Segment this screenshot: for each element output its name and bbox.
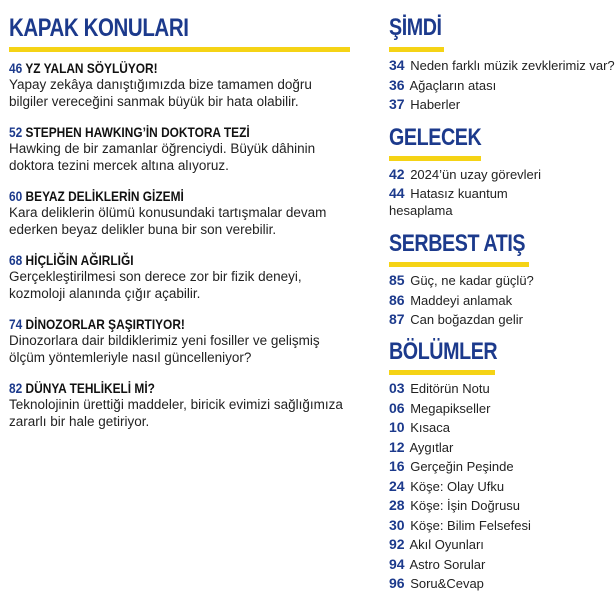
item-label: Güç, ne kadar güçlü? — [410, 273, 534, 288]
item-label: Köşe: İşin Doğrusu — [410, 498, 521, 513]
item-label: Soru&Cevap — [410, 576, 484, 591]
list-item[interactable] — [389, 457, 568, 477]
simdi-title: ŞİMDİ — [389, 14, 442, 41]
list-item[interactable] — [389, 535, 568, 555]
page-number: 30 — [389, 516, 405, 533]
page-number: 44 — [389, 184, 405, 201]
item-label: Haberler — [410, 97, 461, 112]
page-number: 86 — [389, 291, 405, 308]
article-heading[interactable] — [9, 124, 302, 141]
article-heading[interactable] — [9, 60, 302, 77]
article-item[interactable] — [9, 124, 354, 174]
page-number: 03 — [389, 380, 405, 396]
list-item[interactable] — [389, 516, 568, 536]
bolumler-title: BÖLÜMLER — [389, 338, 498, 365]
gelecek-title: GELECEK — [389, 124, 482, 151]
article-item[interactable] — [9, 316, 354, 366]
article-summary: Kara deliklerin ölümü konusundaki tartışmalar devam ederken beyaz delikler buna bir son verebilir. — [9, 205, 327, 237]
article-summary: Hawking de bir zamanlar öğrenciydi. Büyük dâhinin doktora tezini mercek altına alıyoruz. — [9, 141, 316, 173]
item-label: Köşe: Olay Ufku — [410, 478, 505, 494]
list-item[interactable] — [389, 574, 568, 594]
item-label: Kısaca — [410, 420, 450, 435]
page-number: 60 — [9, 188, 23, 204]
item-label: Akıl Oyunları — [409, 537, 484, 552]
list-item[interactable] — [389, 418, 568, 438]
list-item[interactable] — [389, 185, 549, 219]
item-label: Astro Sorular — [409, 556, 486, 572]
list-item[interactable] — [389, 95, 568, 115]
page-number: 52 — [9, 124, 23, 140]
page-number: 24 — [389, 477, 405, 494]
list-item[interactable] — [389, 496, 568, 516]
page-number: 96 — [389, 575, 405, 591]
page-number: 82 — [9, 380, 23, 396]
item-label: Hatasız kuantum hesaplama — [389, 185, 508, 218]
item-label: Gerçeğin Peşinde — [410, 459, 514, 474]
article-heading[interactable] — [9, 188, 302, 205]
list-item[interactable] — [389, 399, 568, 419]
article-summary: Teknolojinin ürettiği maddeler, biricik evimizi sağlığımıza zararlı bir hale getiriyor. — [9, 397, 343, 429]
page-number: 68 — [9, 252, 23, 268]
page-number: 06 — [389, 399, 405, 416]
list-item[interactable] — [389, 555, 568, 575]
list-item[interactable] — [389, 310, 568, 330]
list-item[interactable] — [389, 438, 568, 458]
page-number: 92 — [389, 536, 405, 552]
article-summary: Yapay zekâya danıştığımızda bize tamamen doğru bilgiler vereceğini sanmak büyük bir hata olabilir. — [9, 77, 312, 109]
article-summary: Gerçekleştirilmesi son derece zor bir fizik deneyi, kozmoloji alanında çığır açabilir. — [9, 269, 302, 301]
gelecek-section — [389, 124, 568, 219]
item-label: Megapikseller — [410, 400, 491, 416]
article-item[interactable] — [9, 188, 354, 238]
cover-topics-column — [9, 14, 354, 430]
list-item[interactable] — [389, 379, 568, 399]
serbest-atis-title: SERBEST ATIŞ — [389, 230, 526, 257]
article-title: DİNOZORLAR ŞAŞIRTIYOR! — [25, 316, 185, 332]
page-number: 85 — [389, 272, 405, 288]
page-number: 28 — [389, 497, 405, 513]
article-title: BEYAZ DELİKLERİN GİZEMİ — [25, 188, 184, 204]
page-number: 46 — [9, 60, 23, 76]
article-heading[interactable] — [9, 252, 302, 269]
cover-topics-title: KAPAK KONULARI — [9, 14, 189, 42]
item-label: Maddeyi anlamak — [410, 292, 513, 308]
list-item[interactable] — [389, 291, 568, 311]
article-title: STEPHEN HAWKING’İN DOKTORA TEZİ — [25, 124, 250, 140]
article-summary: Dinozorlara dair bildiklerimiz yeni fosiller ve gelişmiş ölçüm yöntemleriyle nasıl güncelleniyor? — [9, 333, 320, 365]
page-number: 87 — [389, 311, 405, 327]
page-number: 34 — [389, 57, 405, 73]
title-underline — [389, 370, 495, 375]
page-number: 16 — [389, 458, 405, 474]
page-number: 36 — [389, 76, 405, 93]
item-label: 2024’ün uzay görevleri — [410, 167, 542, 182]
article-heading[interactable] — [9, 380, 302, 397]
title-underline — [389, 262, 529, 267]
article-item[interactable] — [9, 380, 354, 430]
item-label: Köşe: Bilim Felsefesi — [410, 517, 531, 533]
page-number: 37 — [389, 96, 405, 112]
item-label: Aygıtlar — [409, 439, 454, 455]
list-item[interactable] — [389, 271, 568, 291]
article-title: DÜNYA TEHLİKELİ Mİ? — [25, 380, 155, 396]
item-label: Neden farklı müzik zevklerimiz var? — [410, 58, 615, 73]
serbest-atis-section — [389, 230, 568, 330]
page-number: 94 — [389, 555, 405, 572]
article-title: YZ YALAN SÖYLÜYOR! — [25, 60, 158, 76]
page-number: 74 — [9, 316, 23, 332]
bolumler-section — [389, 338, 568, 594]
title-underline — [389, 47, 444, 52]
title-underline — [9, 47, 350, 52]
page-number: 10 — [389, 419, 405, 435]
page-number: 42 — [389, 166, 405, 182]
article-item[interactable] — [9, 60, 354, 110]
item-label: Ağaçların atası — [409, 77, 497, 93]
simdi-section — [389, 14, 615, 115]
page-number: 12 — [389, 438, 405, 455]
item-label: Editörün Notu — [410, 381, 490, 396]
list-item[interactable] — [389, 56, 615, 76]
article-heading[interactable] — [9, 316, 302, 333]
article-item[interactable] — [9, 252, 354, 302]
article-title: HİÇLİĞİN AĞIRLIĞI — [25, 252, 134, 268]
list-item[interactable] — [389, 165, 568, 185]
title-underline — [389, 156, 481, 161]
item-label: Can boğazdan gelir — [410, 312, 523, 327]
list-item[interactable] — [389, 477, 568, 497]
list-item[interactable] — [389, 76, 568, 96]
